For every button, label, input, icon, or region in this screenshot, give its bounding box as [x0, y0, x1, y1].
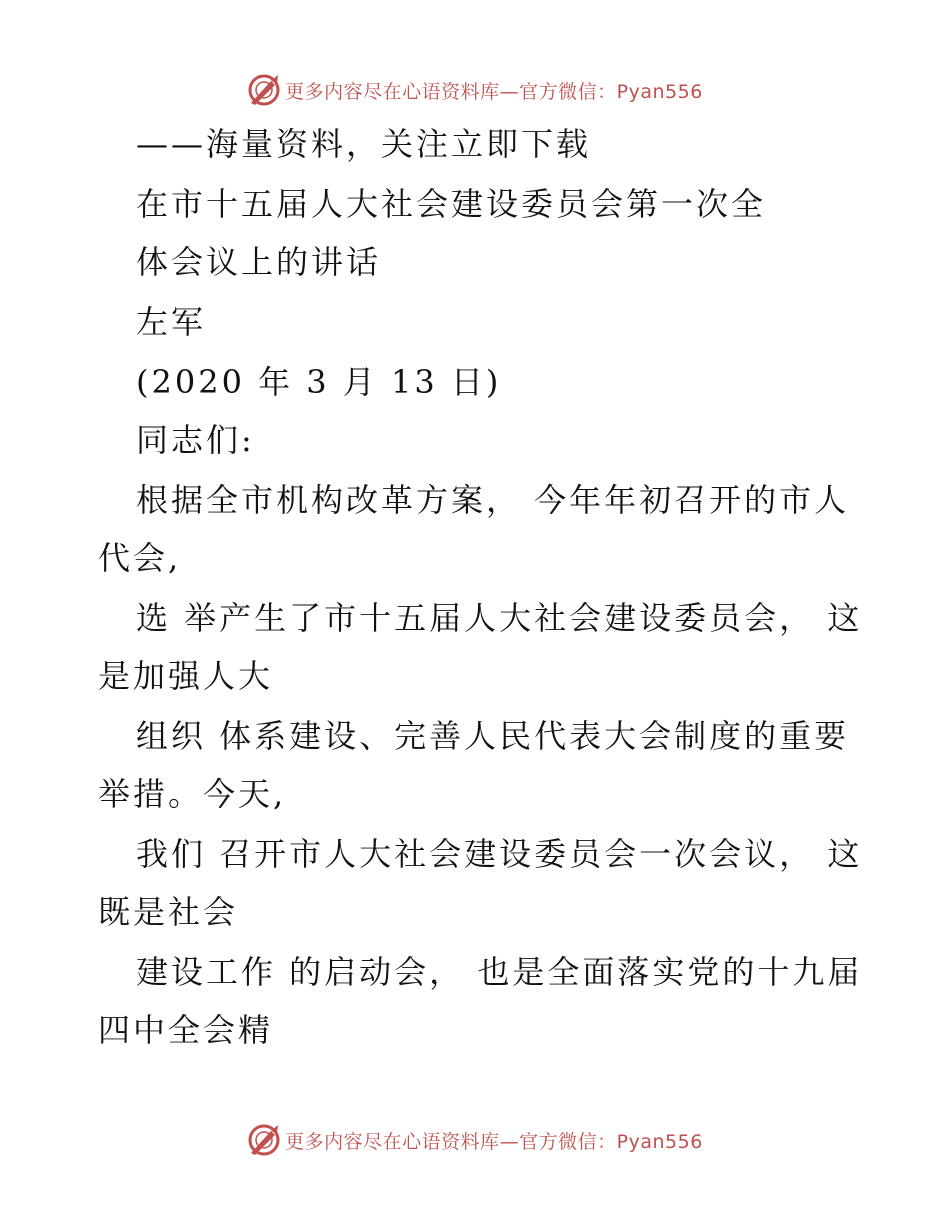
doc-line-2: 在市十五届人大社会建设委员会第一次全: [136, 185, 767, 223]
doc-line-6: 同志们:: [136, 421, 255, 459]
header-banner-text: 更多内容尽在心语资料库—官方微信：Pyan556: [285, 80, 703, 103]
doc-line-7: 根据全市机构改革方案， 今年年初召开的市人: [136, 481, 850, 519]
doc-line-16: 四中全会精: [98, 1011, 274, 1049]
header-banner: [0, 70, 950, 110]
quill-seal-icon: [247, 73, 281, 107]
doc-line-15: 建设工作 的启动会， 也是全面落实党的十九届: [136, 953, 863, 991]
footer-banner: [0, 1120, 950, 1160]
doc-line-1: ——海量资料，关注立即下载: [136, 125, 592, 163]
footer-banner-text: 更多内容尽在心语资料库—官方微信：Pyan556: [285, 1130, 703, 1153]
doc-line-5: (2020 年 3 月 13 日): [136, 363, 502, 401]
doc-line-9: 选 举产生了市十五届人大社会建设委员会， 这: [136, 599, 863, 637]
doc-line-14: 既是社会: [98, 893, 239, 931]
doc-line-13: 我们 召开市人大社会建设委员会一次会议， 这: [136, 835, 863, 873]
doc-line-3: 体会议上的讲话: [136, 243, 382, 281]
doc-line-12: 举措。今天,: [98, 775, 287, 813]
doc-line-10: 是加强人大: [98, 657, 274, 695]
doc-line-8: 代会,: [98, 539, 182, 577]
doc-line-4: 左军: [136, 303, 207, 341]
doc-line-11: 组织 体系建设、完善人民代表大会制度的重要: [136, 717, 850, 755]
quill-seal-icon: [247, 1123, 281, 1157]
